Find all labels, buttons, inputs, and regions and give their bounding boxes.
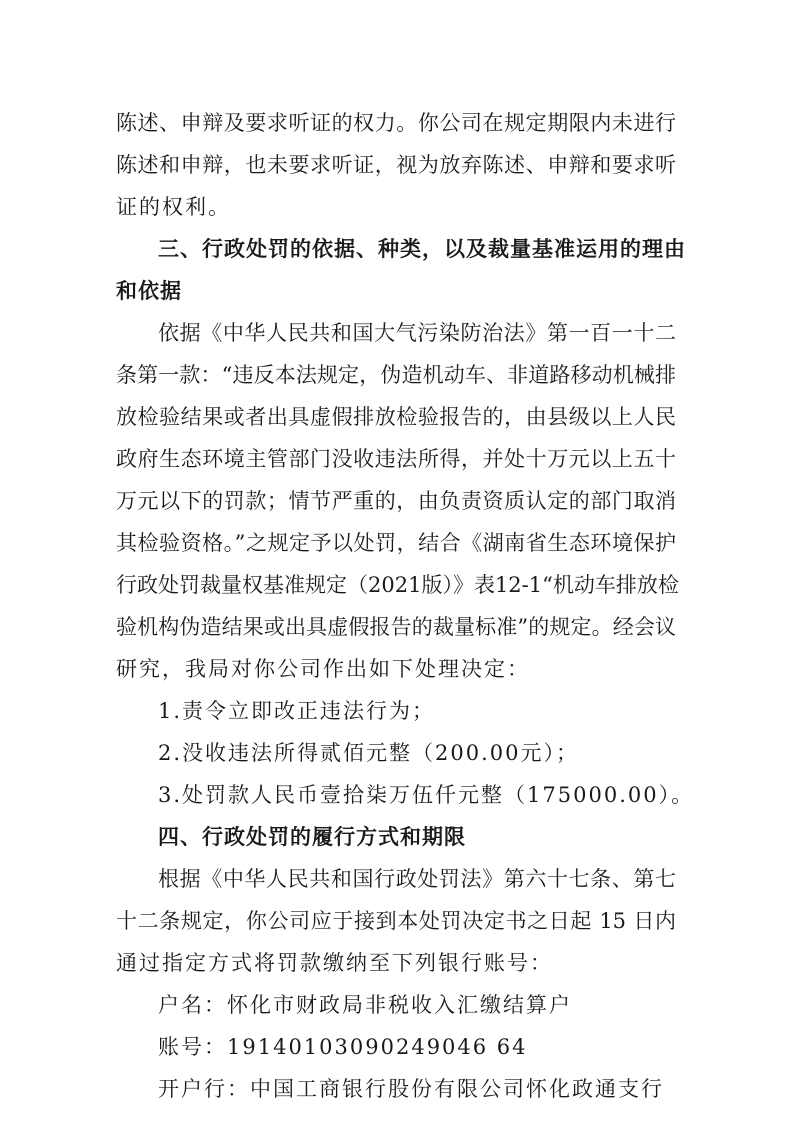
text-line: 验机构伪造结果或出具虚假报告的裁量标准”的规定。经会议 bbox=[116, 615, 676, 639]
text-line: 十二条规定，你公司应于接到本处罚决定书之日起 15 日内 bbox=[116, 909, 676, 933]
decision-item-2: 2.没收违法所得贰佰元整（200.00元）； bbox=[158, 741, 580, 765]
text-line: 万元以下的罚款；情节严重的，由负责资质认定的部门取消 bbox=[116, 489, 676, 513]
account-number: 账号：19140103090249046 64 bbox=[158, 1035, 528, 1059]
text-line: 陈述、申辩及要求听证的权力。你公司在规定期限内未进行 bbox=[116, 111, 676, 135]
account-bank: 开户行：中国工商银行股份有限公司怀化政通支行 bbox=[158, 1077, 664, 1101]
text-line: 条第一款：“违反本法规定，伪造机动车、非道路移动机械排 bbox=[116, 363, 676, 387]
text-line: 政府生态环境主管部门没收违法所得，并处十万元以上五十 bbox=[116, 447, 676, 471]
text-line: 证的权利。 bbox=[116, 195, 231, 219]
account-name: 户名：怀化市财政局非税收入汇缴结算户 bbox=[158, 993, 572, 1017]
text-line: 行政处罚裁量权基准规定（2021版）》表12-1“机动车排放检 bbox=[116, 573, 679, 597]
text-line: 依据《中华人民共和国大气污染防治法》第一百一十二 bbox=[158, 321, 676, 345]
text-line: 通过指定方式将罚款缴纳至下列银行账号： bbox=[116, 951, 553, 975]
section-heading-four: 四、行政处罚的履行方式和期限 bbox=[158, 825, 466, 849]
text-line: 根据《中华人民共和国行政处罚法》第六十七条、第七 bbox=[158, 867, 676, 891]
text-line: 陈述和申辩，也未要求听证，视为放弃陈述、申辩和要求听 bbox=[116, 153, 676, 177]
section-heading-three-continued: 和依据 bbox=[116, 279, 182, 303]
decision-item-1: 1.责令立即改正违法行为； bbox=[158, 699, 436, 723]
section-heading-three: 三、行政处罚的依据、种类，以及裁量基准运用的理由 bbox=[158, 237, 686, 261]
decision-item-3: 3.处罚款人民币壹拾柒万伍仟元整（175000.00）。 bbox=[158, 783, 695, 807]
text-line: 放检验结果或者出具虚假排放检验报告的，由县级以上人民 bbox=[116, 405, 676, 429]
text-line: 研究，我局对你公司作出如下处理决定： bbox=[116, 657, 530, 681]
text-line: 其检验资格。”之规定予以处罚，结合《湖南省生态环境保护 bbox=[116, 531, 676, 555]
